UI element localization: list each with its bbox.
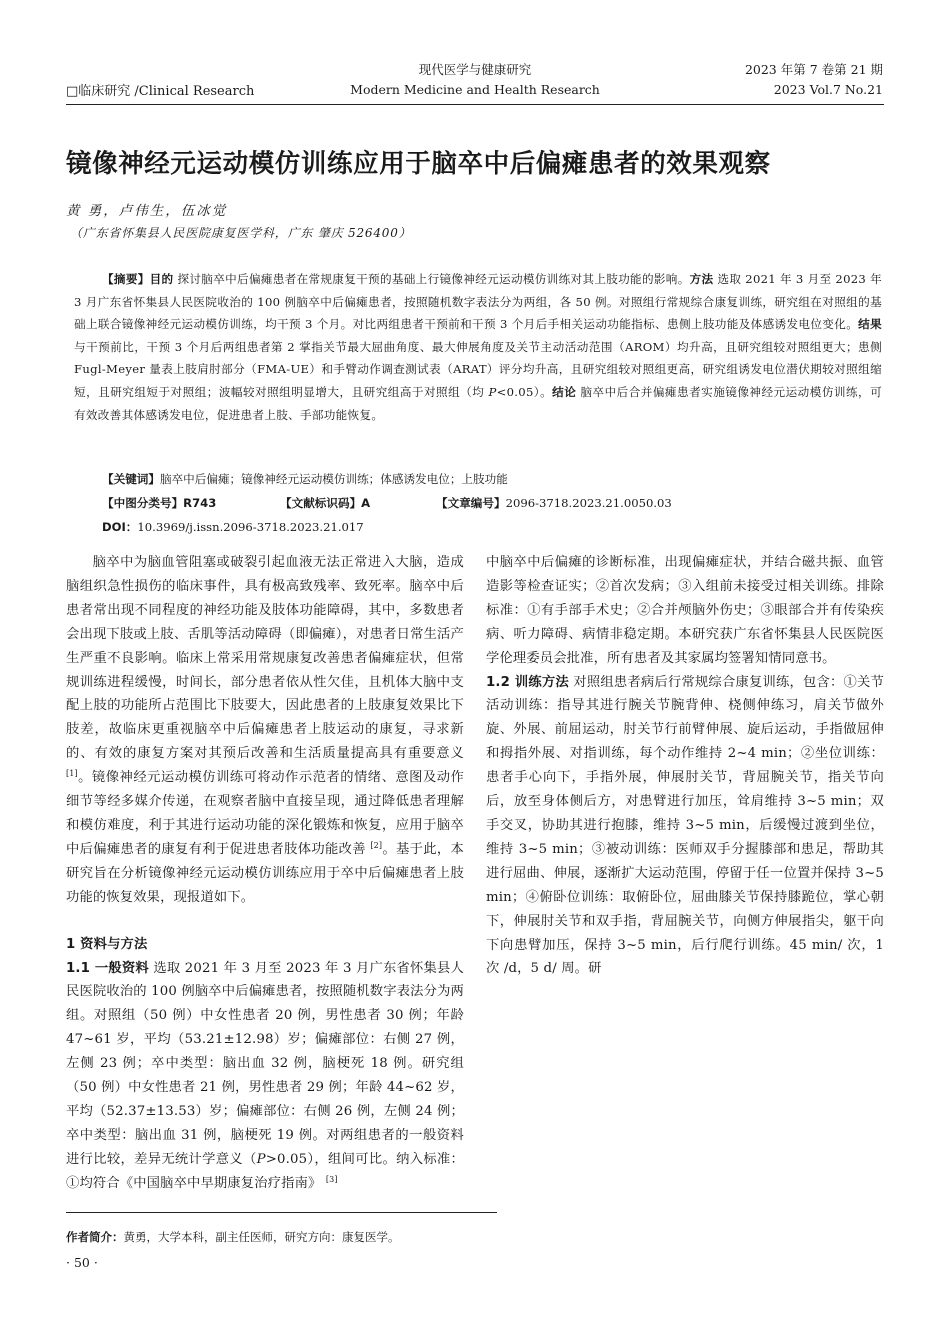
running-header-section: □临床研究 /Clinical Research <box>66 84 255 99</box>
objective-text: 探讨脑卒中后偏瘫患者在常规康复干预的基础上行镜像神经元运动模仿训练对其上肢功能的影响。 <box>177 272 690 286</box>
results-label: 结果 <box>858 317 882 332</box>
issue-cn: 2023 年第 7 卷第 21 期 <box>744 62 883 77</box>
section-heading-1-2: 1.2 训练方法 <box>486 674 569 690</box>
doc-code-label: 【文献标识码】 <box>280 496 362 510</box>
results-text-end: <0.05）。 <box>496 384 553 399</box>
conclusion-text: 脑卒中后合并偏瘫患者实施镜像神经元运动模仿训练，可有效改善其体感诱发电位，促进患者上肢、手部功能恢复。 <box>74 384 882 422</box>
citation-1[interactable]: [1] <box>66 769 78 779</box>
article-number-value: 2096-3718.2023.21.0050.03 <box>505 496 672 510</box>
keywords-label: 【关键词】 <box>102 472 160 486</box>
journal-name-en: Modern Medicine and Health Research <box>350 82 600 97</box>
citation-3[interactable]: [3] <box>325 1174 338 1184</box>
results-text: 与干预前比，干预 3 个月后两组患者第 2 掌指关节最大屈曲角度、最大伸展角度及关节主动活动范围（AROM）均升高，且研究组较对照组更大；患侧 Fugl-Meyer 量表上肢肩肘部分（FMA-UE）和手臂动作调查测试表（ARAT）评分均升高，且研究组较对照组更高，研究组诱发电位潜伏期较对照组缩短，且研究组短于对照组；波幅较对照组明显增大，且研究组高于对照组（均 <box>74 339 882 399</box>
doi-line <box>102 516 364 538</box>
objective-label: 目的 <box>149 272 174 286</box>
intro-text: 脑卒中为脑血管阻塞或破裂引起血液无法正常进入大脑，造成脑组织急性损伤的临床事件，具有极高致残率、致死率。脑卒中后患者常出现不同程度的神经功能及肢体功能障碍，其中，多数患者会出现下肢或上肢、舌肌等活动障碍（即偏瘫），对患者日常生活产生严重不良影响。临床上常采用常规康复改善患者偏瘫症状，但常规训练进程缓慢，时间长，部分患者依从性欠佳，且机体大脑中支配上肢的功能所占范围比下肢要大，因此患者的上肢康复效果比下肢差，故临床更重视脑卒中后偏瘫患者上肢运动的康复，寻求新的、有效的康复方案对其预后改善和生活质量提高具有重要意义 <box>66 555 464 762</box>
body-column-right <box>486 551 884 981</box>
section-heading-1: 1 资料与方法 <box>66 936 148 952</box>
clc-value: R743 <box>183 496 217 510</box>
classification-line <box>102 492 672 514</box>
p-value-symbol: P <box>488 384 497 399</box>
clc-label: 【中图分类号】 <box>102 496 184 510</box>
keywords <box>102 468 508 490</box>
section-1-2-paragraph <box>486 671 884 982</box>
footnote-rule <box>66 1212 497 1213</box>
methods-text: 选取 2021 年 3 月至 2023 年 3 月广东省怀集县人民医院收治的 100 例脑卒中后偏瘫患者，按照随机数字表法分为两组，各 50 例。对照组行常规综合康复训练，研究组在对照组的基础上联合镜像神经元运动模仿训练，均干预 3 个月。对比两组患者干预前和干预 3 个月后手相关运动功能指标、患侧上肢功能及体感诱发电位变化。 <box>74 272 882 332</box>
intro-text-3: 。基于此，本研究旨在分析镜像神经元运动模仿训练应用于卒中后偏瘫患者上肢功能的恢复效果，现报道如下。 <box>66 841 464 905</box>
section-1-1-text: 选取 2021 年 3 月至 2023 年 3 月广东省怀集县人民医院收治的 100 例脑卒中后偏瘫患者，按照随机数字表法分为两组。对照组（50 例）中女性患者 20 例，男性患者 30 例；年龄 47~61 岁，平均（53.21±12.98）岁；偏瘫部位：右侧 27 例，左侧 23 例；卒中类型：脑出血 32 例，脑梗死 18 例。研究组（50 例）中女性患者 21 例，男性患者 29 例；年龄 44~62 岁，平均（52.37±13.53）岁；偏瘫部位：右侧 26 例，左侧 24 例；卒中类型：脑出血 31 例，脑梗死 19 例。对两组患者的一般资料进行比较，差异无统计学意义（ <box>66 960 465 1167</box>
abstract-label: 【摘要】 <box>102 272 150 286</box>
section-1-2-text: 对照组患者病后行常规综合康复训练，包含：①关节活动训练：指导其进行腕关节腕背伸、桡侧伸练习，肩关节做外旋、外展、前屈运动，肘关节行前臂伸展、旋后运动，手指做屈伸和拇指外展、对指训练，每个动作维持 2~4 min；②坐位训练：患者手心向下，手指外展，伸展肘关节，背屈腕关节，指关节向后，放至身体侧后方，对患臂进行加压，耸肩维持 3~5 min；双手交叉，协助其进行抱膝，维持 3~5 min，后缓慢过渡到坐位，维持 3~5 min；③被动训练：医师双手分握膝部和患足，帮助其进行屈曲、伸展，逐渐扩大运动范围，停留于任一位置并保持 3~5 min；④俯卧位训练：取俯卧位，屈曲膝关节保持膝跪位，掌心朝下，伸展肘关节和双手指，背屈腕关节，向侧方伸展指尖，躯干向下向患臂加压，保持 3~5 min，后行爬行训练。45 min/ 次，1 次 /d，5 d/ 周。研 <box>486 674 884 977</box>
affiliation: （广东省怀集县人民医院康复医学科，广东 肇庆 526400） <box>70 226 412 240</box>
intro-paragraph <box>66 551 464 910</box>
author-footnote <box>66 1228 400 1246</box>
section-1-1-text-2: >0.05），组间可比。纳入标准：①均符合《中国脑卒中早期康复治疗指南》 <box>66 1151 464 1191</box>
article-title: 镜像神经元运动模仿训练应用于脑卒中后偏瘫患者的效果观察 <box>66 149 771 179</box>
abstract <box>74 268 882 426</box>
article-number-label: 【文章编号】 <box>436 496 506 510</box>
running-header-issue <box>650 60 883 100</box>
citation-2[interactable]: [2] <box>370 840 383 850</box>
journal-name-cn: 现代医学与健康研究 <box>418 62 532 77</box>
issue-en: 2023 Vol.7 No.21 <box>773 82 883 97</box>
p-value-symbol-body: P <box>256 1151 266 1167</box>
header-rule <box>66 104 884 105</box>
body-column-left <box>66 551 464 1196</box>
intro-text-2: 。镜像神经元运动模仿训练可将动作示范者的情绪、意图及动作细节等经多媒介传递，在观察者脑中直接呈现，通过降低患者理解和模仿难度，利于其进行运动功能的深化锻炼和恢复，应用于脑卒中后偏瘫患者的康复有利于促进患者肢体功能改善 <box>66 770 464 857</box>
footnote-text: 黄勇，大学本科，副主任医师，研究方向：康复医学。 <box>123 1230 400 1244</box>
methods-label: 方法 <box>689 272 714 286</box>
doi-value[interactable]: 10.3969/j.issn.2096-3718.2023.21.017 <box>137 520 364 534</box>
footnote-label: 作者简介： <box>66 1230 124 1244</box>
doi-label: DOI： <box>102 520 138 534</box>
author-list: 黄 勇，卢伟生，伍冰觉 <box>66 203 228 219</box>
conclusion-label: 结论 <box>552 384 577 399</box>
section-1-1-continued: 中脑卒中后偏瘫的诊断标准，出现偏瘫症状，并结合磁共振、血管造影等检查证实；②首次发病；③入组前未接受过相关训练。排除标准：①有手部手术史；②合并颅脑外伤史；③眼部合并有传染疾病、听力障碍、病情非稳定期。本研究获广东省怀集县人民医院医学伦理委员会批准，所有患者及其家属均签署知情同意书。 <box>486 555 884 666</box>
section-1-1-paragraph <box>66 957 464 1196</box>
section-heading-1-1: 1.1 一般资料 <box>66 960 149 976</box>
keywords-text: 脑卒中后偏瘫；镜像神经元运动模仿训练；体感诱发电位；上肢功能 <box>159 472 508 486</box>
doc-code-value: A <box>361 496 371 510</box>
page-number: · 50 · <box>66 1255 98 1270</box>
